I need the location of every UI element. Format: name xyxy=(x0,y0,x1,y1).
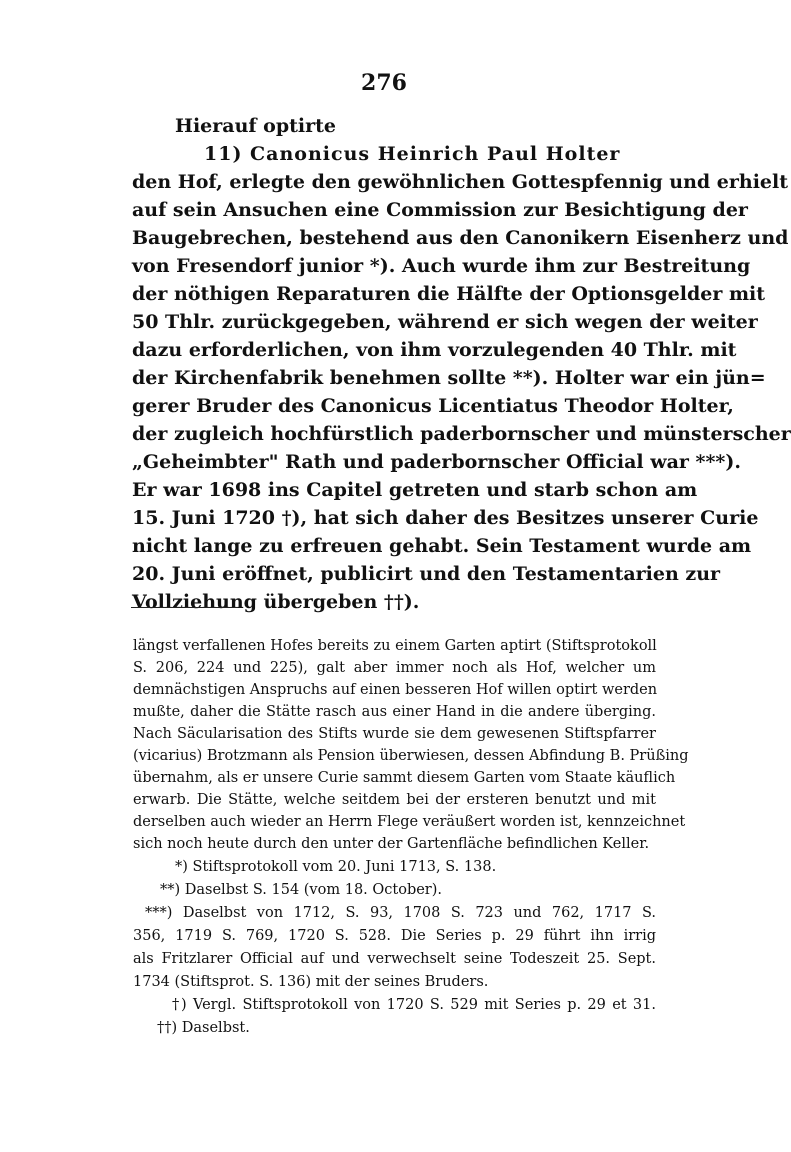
text-line: von Fresendorf junior *). Auch wurde ihm zur Bestreitung xyxy=(132,255,751,277)
footnote-line: 1734 (Stiftsprot. S. 136) mit der seines Bruders. xyxy=(133,974,489,990)
text-line: Baugebrechen, bestehend aus den Canonikern Eisenherz und xyxy=(132,227,789,249)
page-number: 276 xyxy=(361,70,407,96)
text-line: nicht lange zu erfreuen gehabt. Sein Testament wurde am xyxy=(132,535,752,557)
footnote-entry: *) Stiftsprotokoll vom 20. Juni 1713, S. 138. xyxy=(175,859,497,875)
text-line: Hierauf optirte xyxy=(175,115,337,137)
text-line: „Geheimbter" Rath und paderbornscher Official war ***). xyxy=(132,451,741,473)
footnote-line: als Fritzlarer Official auf und verwechselt seine Todeszeit 25. Sept. xyxy=(133,951,656,967)
text-line: 20. Juni eröffnet, publicirt und den Testamentarien zur xyxy=(132,563,721,585)
footnote-line: mußte, daher die Stätte rasch aus einer Hand in die andere überging. xyxy=(133,704,656,720)
footnote-line: S. 206, 224 und 225), galt aber immer noch als Hof, welcher um xyxy=(133,660,656,676)
footnote-line: erwarb. Die Stätte, welche seitdem bei der ersteren benutzt und mit xyxy=(133,792,656,808)
text-line: der Kirchenfabrik benehmen sollte **). Holter war ein jün= xyxy=(132,367,766,389)
text-line: 15. Juni 1720 †), hat sich daher des Besitzes unserer Curie xyxy=(132,507,759,529)
footnote-entry: ***) Daselbst von 1712, S. 93, 1708 S. 723 und 762, 1717 S. xyxy=(145,905,656,921)
footnote-line: derselben auch wieder an Herrn Flege veräußert worden ist, kennzeichnet xyxy=(133,814,686,830)
text-line: auf sein Ansuchen eine Commission zur Besichtigung der xyxy=(132,199,748,221)
footnote-entry: †) Vergl. Stiftsprotokoll von 1720 S. 529 mit Series p. 29 et 31. xyxy=(172,997,656,1013)
footnote-line: sich noch heute durch den unter der Gartenfläche befindlichen Keller. xyxy=(133,836,650,852)
text-line: 50 Thlr. zurückgegeben, während er sich wegen der weiter xyxy=(132,311,758,333)
text-line: 11) Canonicus Heinrich Paul Holter xyxy=(204,143,621,165)
footnote-line: längst verfallenen Hofes bereits zu einem Garten aptirt (Stiftsprotokoll xyxy=(133,638,657,654)
footnote-divider xyxy=(131,607,238,608)
text-line: den Hof, erlegte den gewöhnlichen Gottespfennig und erhielt xyxy=(132,171,789,193)
footnote-line: Nach Säcularisation des Stifts wurde sie dem gewesenen Stiftspfarrer xyxy=(133,726,656,742)
text-line: der nöthigen Reparaturen die Hälfte der Optionsgelder mit xyxy=(132,283,766,305)
footnote-line: (vicarius) Brotzmann als Pension überwiesen, dessen Abfindung B. Prüßing xyxy=(133,748,689,764)
footnote-entry: **) Daselbst S. 154 (vom 18. October). xyxy=(160,882,443,898)
footnote-line: demnächstigen Anspruchs auf einen besseren Hof willen optirt werden xyxy=(133,682,658,698)
footnote-line: 356, 1719 S. 769, 1720 S. 528. Die Series p. 29 führt ihn irrig xyxy=(133,928,656,944)
text-line: der zugleich hochfürstlich paderbornscher und münsterscher xyxy=(132,423,791,445)
text-line: dazu erforderlichen, von ihm vorzulegenden 40 Thlr. mit xyxy=(132,339,737,361)
text-line: Vollziehung übergeben ††). xyxy=(132,591,420,613)
text-line: Er war 1698 ins Capitel getreten und starb schon am xyxy=(132,479,698,501)
footnote-entry: ††) Daselbst. xyxy=(157,1020,250,1036)
footnote-line: übernahm, als er unsere Curie sammt diesem Garten vom Staate käuflich xyxy=(133,770,676,786)
text-line: gerer Bruder des Canonicus Licentiatus Theodor Holter, xyxy=(132,395,734,417)
